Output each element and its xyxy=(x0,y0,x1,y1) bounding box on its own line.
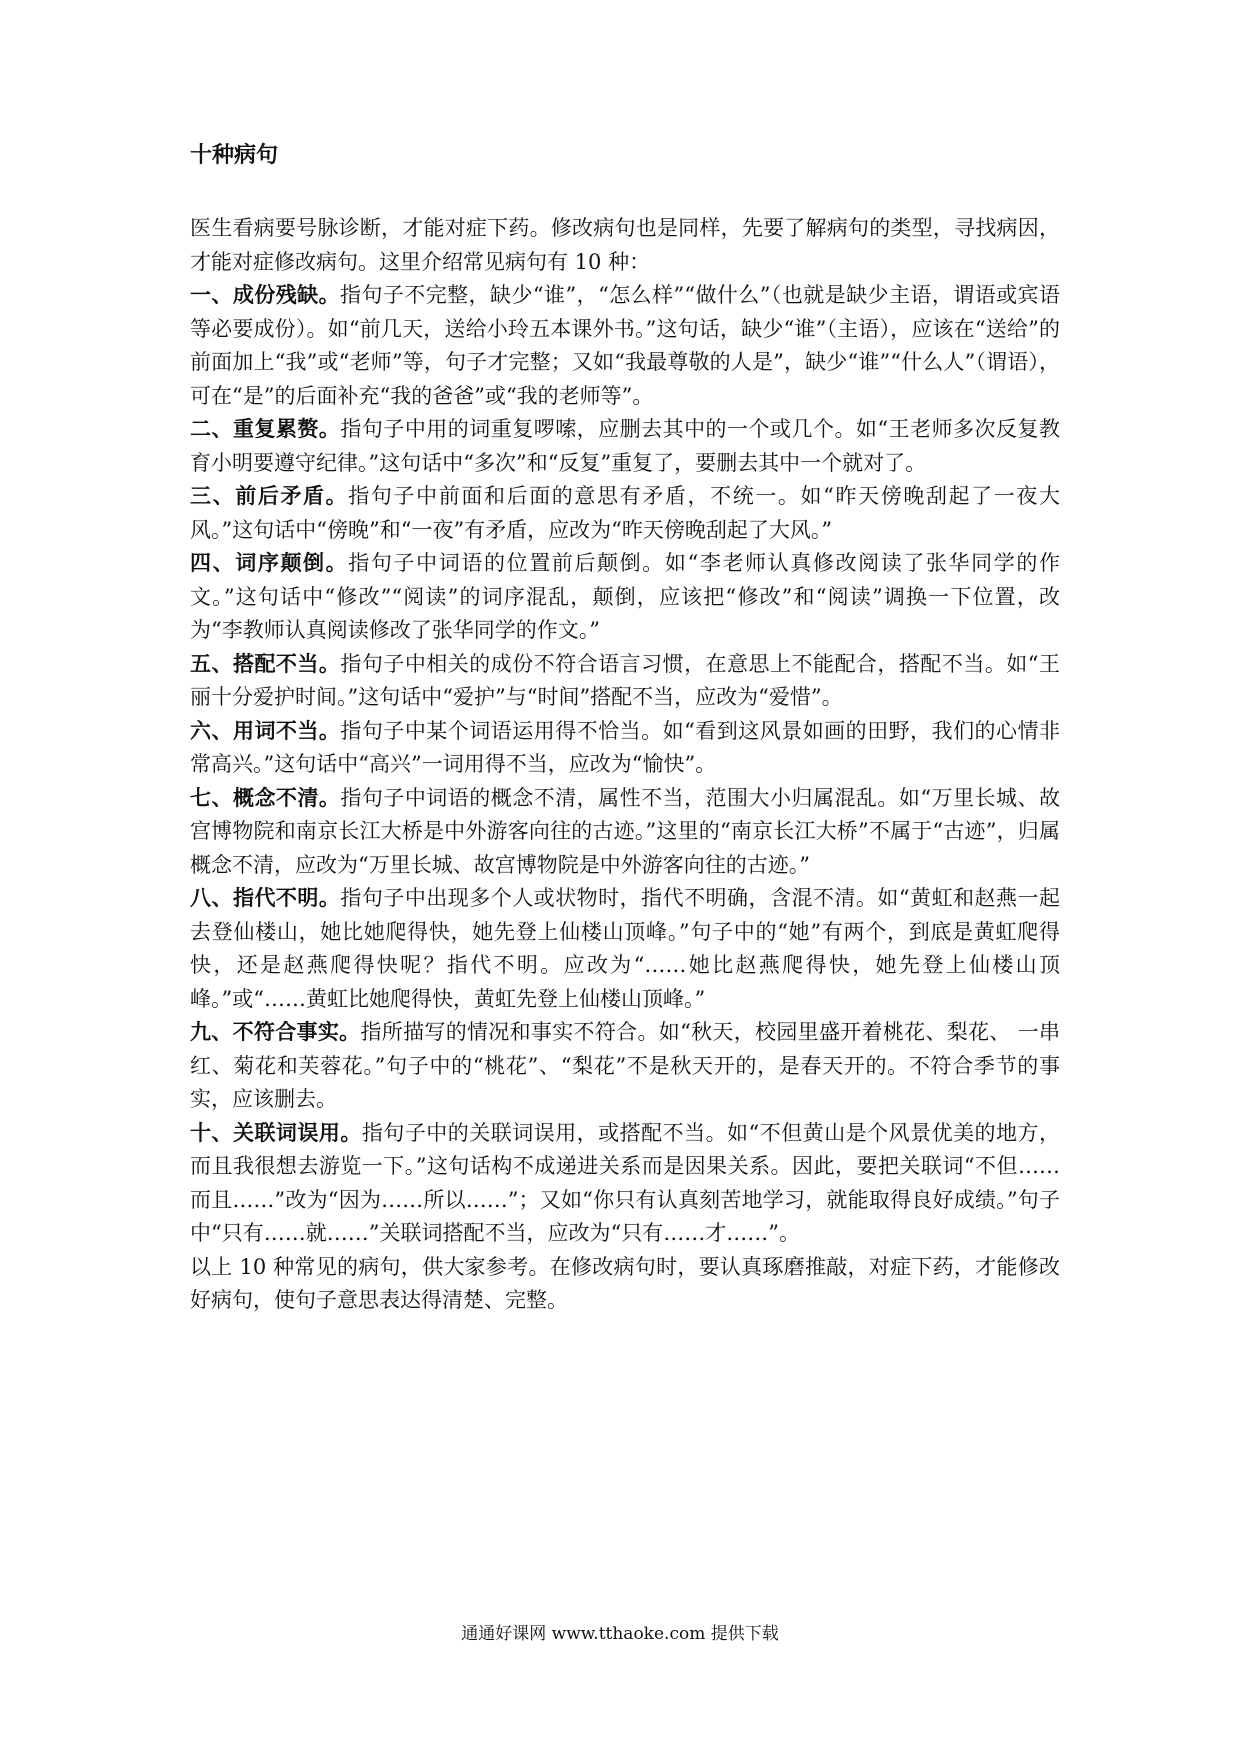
section-heading: 一、成份残缺。 xyxy=(190,283,341,307)
section-2 xyxy=(190,413,1060,480)
section-text: 指句子中的关联词误用，或搭配不当。如“不但黄山是个风景优美的地方，而且我很想去游览一下。”这句话构不成递进关系而是因果关系。因此，要把关联词“不但……而且……”改为“因为……所以……”；又如“你只有认真刻苦地学习，就能取得良好成绩。”句子中“只有……就……”关联词搭配不当，应改为“只有……才……”。 xyxy=(190,1120,1061,1245)
section-10 xyxy=(190,1117,1060,1251)
section-text: 指句子中相关的成份不符合语言习惯，在意思上不能配合，搭配不当。如“王丽十分爱护时间。”这句话中“爱护”与“时间”搭配不当，应改为“爱惜”。 xyxy=(190,651,1061,709)
section-text: 指句子中词语的位置前后颠倒。如“李老师认真修改阅读了张华同学的作文。”这句话中“修改”“阅读”的词序混乱，颠倒，应该把“修改”和“阅读”调换一下位置，改为“李教师认真阅读修改了张华同学的作文。” xyxy=(190,551,1061,642)
section-1 xyxy=(190,279,1060,413)
section-text: 指句子中出现多个人或状物时，指代不明确，含混不清。如“黄虹和赵燕一起去登仙楼山，她比她爬得快，她先登上仙楼山顶峰。”句子中的“她”有两个，到底是黄虹爬得快，还是赵燕爬得快呢？指代不明。应改为“……她比赵燕爬得快，她先登上仙楼山顶峰。”或“……黄虹比她爬得快，黄虹先登上仙楼山顶峰。” xyxy=(190,886,1061,1011)
page-footer: 通通好课网 www.tthaoke.com 提供下载 xyxy=(461,1624,779,1644)
section-heading: 八、指代不明。 xyxy=(190,886,341,910)
section-3 xyxy=(190,480,1060,547)
section-heading: 九、不符合事实。 xyxy=(190,1020,361,1044)
section-text: 指句子中用的词重复啰嗦，应删去其中的一个或几个。如“王老师多次反复教育小明要遵守纪律。”这句话中“多次”和“反复”重复了，要删去其中一个就对了。 xyxy=(190,417,1061,475)
section-heading: 十、关联词误用。 xyxy=(190,1120,362,1145)
section-8 xyxy=(190,882,1060,1016)
section-text: 指句子中某个词语运用得不恰当。如“看到这风景如画的田野，我们的心情非常高兴。”这句话中“高兴”一词用得不当，应改为“愉快”。 xyxy=(190,718,1061,776)
document-title: 十种病句 xyxy=(190,143,279,168)
section-5 xyxy=(190,648,1060,715)
section-heading: 七、概念不清。 xyxy=(190,785,341,810)
section-text: 指所描写的情况和事实不符合。如“秋天，校园里盛开着桃花、梨花、 一串红、菊花和芙蓉花。”句子中的“桃花”、“梨花”不是秋天开的，是春天开的。不符合季节的事实，应该删去。 xyxy=(190,1020,1061,1111)
document-body xyxy=(190,140,1060,1318)
section-text: 指句子不完整，缺少“谁”，“怎么样”“做什么”（也就是缺少主语，谓语或宾语等必要成份）。如“前几天，送给小玲五本课外书。”这句话，缺少“谁”（主语），应该在“送给”的前面加上“我”或“老师”等，句子才完整；又如“我最尊敬的人是”，缺少“谁”“什么人”（谓语），可在“是”的后面补充“我的爸爸”或“我的老师等”。 xyxy=(190,283,1060,408)
section-heading: 二、重复累赘。 xyxy=(190,417,341,441)
section-heading: 六、用词不当。 xyxy=(190,718,341,743)
section-7 xyxy=(190,782,1060,883)
intro-paragraph: 医生看病要号脉诊断，才能对症下药。修改病句也是同样，先要了解病句的类型，寻找病因，才能对症修改病句。这里介绍常见病句有 10 种： xyxy=(190,216,1060,274)
section-heading: 三、前后矛盾。 xyxy=(190,484,349,508)
section-text: 指句子中前面和后面的意思有矛盾，不统一。如“昨天傍晚刮起了一夜大风。”这句话中“傍晚”和“一夜”有矛盾，应改为“昨天傍晚刮起了大风。” xyxy=(190,484,1061,542)
section-heading: 五、搭配不当。 xyxy=(190,651,341,676)
section-text: 指句子中词语的概念不清，属性不当，范围大小归属混乱。如“万里长城、故宫博物院和南京长江大桥是中外游客向往的古迹。”这里的“南京长江大桥”不属于“古迹”，归属概念不清，应改为“万里长城、故宫博物院是中外游客向往的古迹。” xyxy=(190,785,1061,877)
section-9 xyxy=(190,1016,1060,1117)
section-6 xyxy=(190,715,1060,782)
section-heading: 四、词序颠倒。 xyxy=(190,551,349,575)
section-4 xyxy=(190,547,1060,648)
conclusion-paragraph: 以上 10 种常见的病句，供大家参考。在修改病句时，要认真琢磨推敲，对症下药，才能修改好病句，使句子意思表达得清楚、完整。 xyxy=(190,1254,1060,1312)
